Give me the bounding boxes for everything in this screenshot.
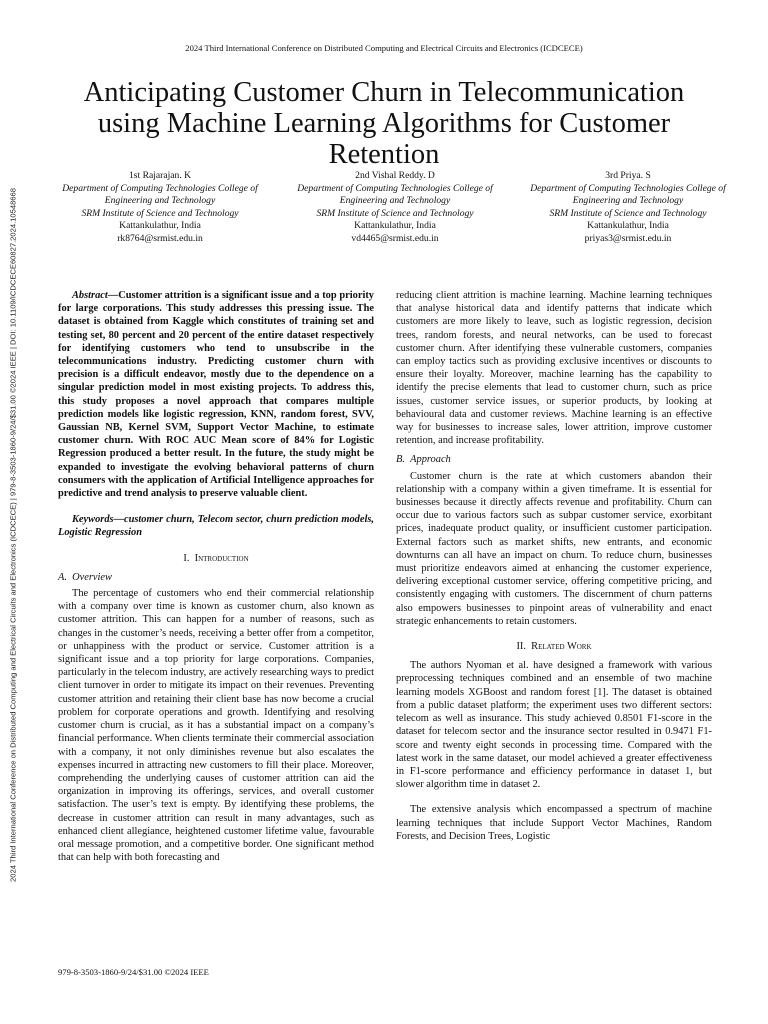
section-number: II. xyxy=(516,641,526,653)
overview-paragraph: The percentage of customers who end their commercial relationship with a company over time is known as customer churn, also known as customer attrition. This can happen for a number of reasons, such as changes in the customer’s needs, receiving a better offer from a competitor, or unhappiness with the product or service. Customer attrition is a significant issue and a top priority for large corporations. Companies, particularly in the telecom industry, are actively researching ways to predict client turnover in order to mitigate its impact on their revenues. Preventing customer attrition and retaining their client base has now become a crucial problem for corporate operations and growth. Identifying and resolving customer churn is crucial, as it has a substantial impact on a company’s financial performance. When clients terminate their commercial association with a company, it not only diminishes revenue but also escalates the expenses incurred in attracting new customers to fill their place. Moreover, comprehending the underlying causes of customer attrition can aid the organization in improving its offerings, services, and overall customer satisfaction. The user’s text is empty. By identifying these problems, the decrease in customer attrition can result in many advantages, such as enhanced client allegiance, heightened customer lifetime value, favourable oral message promotion, and a competitive border. One significant method that can help with both forecasting and xyxy=(58,588,374,864)
author-email: priyas3@srmist.edu.in xyxy=(584,232,672,244)
author-location: Kattankulathur, India xyxy=(354,220,436,232)
conference-header: 2024 Third International Conference on Distributed Computing and Electrical Circuits and Electronics (ICDCECE) xyxy=(185,43,583,53)
paper-title: Anticipating Customer Churn in Telecommunication using Machine Learning Algorithms for Customer Retention xyxy=(83,77,685,171)
section-heading-related-work xyxy=(396,640,712,653)
author-ordinal: 3rd xyxy=(605,170,618,181)
side-doi-note: 2024 Third International Conference on Distributed Computing and Electrical Circuits and Electronics (ICDCECE) | 979-8-3503-1860-9/24/$31.00 ©2024 IEEE | DOI: 10.1109/ICDCECE60827.2024.10548668 xyxy=(8,188,18,882)
related-work-paragraph-1: The authors Nyoman et al. have designed a framework with various preprocessing techniques combined and an ensemble of two machine learning models XGBoost and random forest [1]. The dataset is obtained from a public dataset platform; the experiment uses two different sectors: telecom as well as insurance. This study achieved 0.8501 F1-score in the dataset for telecom sector and the insurance sector resulted in 0.9471 F1-score and twenty eight seconds in processing time. Compared with the latest work in the same dataset, our model achieved a greater effectiveness in F1-score performance and efficiency performance in dataset 1, but slower algorithm time in dataset 2. xyxy=(396,660,712,791)
subsection-label: A. xyxy=(58,571,67,583)
section-title: Introduction xyxy=(194,552,249,564)
intro-continuation-paragraph: reducing client attrition is machine learning. Machine learning techniques that analyse historical data and identify patterns that indicate which customers are more likely to leave, such as logistic regression, decision trees, random forests, and neural networks, can be used to forecast customer churn. After identifying these vulnerable customers, companies can employ tactics such as providing exclusive incentives or discounts to ensure their loyalty. Moreover, machine learning has the capability to identify the precise elements that lead to customer churn, such as price issues, customer service issues, or superior products, by looking at behavioural data and customer reviews. Machine learning is an effective way for businesses to increase sales, lower attrition, improve customer retention, and increase profitability. xyxy=(396,290,712,447)
keywords: Keywords—customer churn, Telecom sector, churn prediction models, Logistic Regression xyxy=(58,514,374,539)
author-name: Vishal Reddy. D xyxy=(371,170,435,181)
section-title: Related Work xyxy=(531,641,592,653)
related-work-paragraph-2: The extensive analysis which encompassed a spectrum of machine learning techniques that include Support Vector Machines, Random Forests, and Decision Trees, Logistic xyxy=(396,804,712,842)
author-email: rk8764@srmist.edu.in xyxy=(117,232,203,244)
section-heading-introduction xyxy=(58,552,374,565)
page-footer: 979-8-3503-1860-9/24/$31.00 ©2024 IEEE xyxy=(58,967,209,977)
author-institute: SRM Institute of Science and Technology xyxy=(316,207,474,219)
author-department: Department of Computing Technologies College of Engineering and Technology xyxy=(530,182,726,207)
right-column xyxy=(396,289,712,843)
abstract xyxy=(58,289,374,500)
subsection-heading-overview xyxy=(58,571,374,584)
subsection-title: Overview xyxy=(72,571,112,583)
author-1 xyxy=(55,170,265,246)
section-number: I. xyxy=(183,552,190,564)
abstract-lead: Abstract xyxy=(72,290,108,301)
subsection-heading-approach xyxy=(396,453,712,466)
author-name: Priya. S xyxy=(620,170,651,181)
approach-paragraph: Customer churn is the rate at which customers abandon their relationship with a company within a given timeframe. It is essential for businesses because it directly affects revenue and profitability. Churn can occur due to various factors such as subpar customer service, exorbitant prices, inadequate product quality, or insufficient customer participation. External factors such as market shifts, new entrants, and economic downturns can all have an impact on churn. To reduce churn, businesses must prioritize endeavors aimed at enhancing the customer experience, delivering exceptional customer service, offering competitive pricing, and consistently engaging with customers. The discernment of churn patterns also empowers businesses to pinpoint areas of vulnerability and enact strategic enhancements to retain customers. xyxy=(396,470,712,627)
author-name: Rajarajan. K xyxy=(142,170,192,181)
author-department: Department of Computing Technologies College of Engineering and Technology xyxy=(62,182,258,207)
author-email: vd4465@srmist.edu.in xyxy=(351,232,439,244)
abstract-text: —Customer attrition is a significant issue and a top priority for large corporations. This study addresses this pressing issue. The dataset is obtained from Kaggle which constitutes of training set and testing set, 80 percent and 20 percent of the entire dataset respectively for identifying customers who tend to unsubscribe in the telecommunications industry. Predicting customer churn with precision is a difficult endeavor, mostly due to the dependence on a singular prediction model in most existing projects. To address this, this study proposes a novel approach that compares multiple prediction models like logistic regression, KNN, random forest, SVV, Gaussian NB, Kernel SVM, Support Vector Machine, to estimate customer churn. With ROC AUC Mean score of 84% for Logistic Regression produced a better result. In the future, the study might be expanded to investigate the evolving behavioral patterns of churn consumers with the application of Artificial Intelligence approaches for predictive and trend analysis to preserve valuable client. xyxy=(58,290,374,500)
author-department: Department of Computing Technologies College of Engineering and Technology xyxy=(297,182,493,207)
author-ordinal: 2nd xyxy=(355,170,370,181)
author-institute: SRM Institute of Science and Technology xyxy=(81,207,239,219)
author-2 xyxy=(290,170,500,246)
subsection-label: B. xyxy=(396,454,405,466)
author-ordinal: 1st xyxy=(128,170,141,181)
left-column xyxy=(58,289,374,864)
author-3 xyxy=(523,170,733,246)
author-location: Kattankulathur, India xyxy=(119,220,201,232)
subsection-title: Approach xyxy=(410,454,451,466)
author-location: Kattankulathur, India xyxy=(587,220,669,232)
author-institute: SRM Institute of Science and Technology xyxy=(549,207,707,219)
